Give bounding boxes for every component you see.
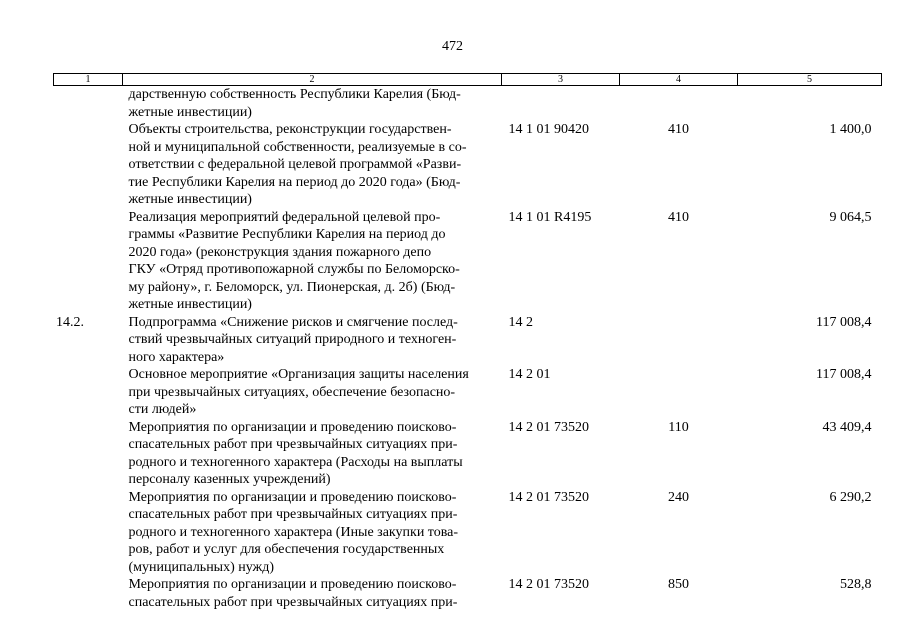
- budget-table: [53, 73, 882, 611]
- target-article-code: 14 2 01: [508, 367, 551, 382]
- table-row: [54, 489, 882, 577]
- expense-type-code: 410: [668, 209, 689, 225]
- table-row: [54, 86, 882, 122]
- description-line: ствий чрезвычайных ситуаций природного и техноген-: [128, 332, 457, 347]
- table-row: [54, 419, 882, 489]
- row-description: [123, 314, 502, 367]
- target-article-code: 14 2 01 73520: [508, 577, 589, 592]
- target-article-code: 14 2: [508, 314, 533, 330]
- expense-type-code: 240: [668, 489, 689, 505]
- description-line: Мероприятия по организации и проведению поисково-: [128, 489, 457, 505]
- row-number: [54, 121, 123, 209]
- amount-value: 6 290,2: [829, 489, 872, 505]
- description-line: тие Республики Карелия на период до 2020 года» (Бюд-: [128, 174, 461, 190]
- row-number: [54, 489, 123, 577]
- description-line: Подпрограмма «Снижение рисков и смягчение послед-: [128, 314, 458, 330]
- amount-value: 43 409,4: [822, 419, 872, 435]
- target-article-code: 14 2 01 73520: [508, 419, 589, 435]
- description-line: (муниципальных) нужд): [128, 559, 275, 575]
- row-number: [54, 419, 123, 489]
- amount-value: 117 008,4: [816, 314, 872, 330]
- table-row: [54, 366, 882, 419]
- row-number: [54, 86, 123, 122]
- description-line: сти людей»: [128, 402, 197, 417]
- description-line: жетные инвестиции): [128, 297, 252, 312]
- column-number-header: [54, 74, 882, 86]
- description-line: ров, работ и услуг для обеспечения государственных: [128, 542, 445, 557]
- amount-value: 117 008,4: [816, 367, 872, 382]
- page-number: 472: [442, 39, 463, 54]
- description-line: дарственную собственность Республики Карелия (Бюд-: [128, 87, 461, 102]
- row-description: [123, 366, 502, 419]
- row-description: [123, 209, 502, 314]
- column-header-5: 5: [738, 74, 882, 86]
- expense-type-code: 410: [668, 122, 689, 137]
- column-header-1: 1: [54, 74, 123, 86]
- target-article-code: 14 1 01 90420: [508, 122, 589, 137]
- description-line: Мероприятия по организации и проведению поисково-: [128, 419, 457, 435]
- table-row: [54, 121, 882, 209]
- description-line: Реализация мероприятий федеральной целевой про-: [128, 209, 441, 225]
- target-article-code: 14 1 01 R4195: [508, 209, 592, 225]
- description-line: жетные инвестиции): [128, 192, 252, 207]
- column-header-3: 3: [502, 74, 620, 86]
- description-line: ответствии с федеральной целевой программой «Разви-: [128, 157, 462, 172]
- amount-value: 528,8: [840, 577, 872, 592]
- expense-type-code: 850: [668, 577, 689, 592]
- table-row: [54, 209, 882, 314]
- description-line: му району», г. Беломорск, ул. Пионерская, д. 2б) (Бюд-: [128, 279, 456, 295]
- table-row: [54, 576, 882, 611]
- description-line: жетные инвестиции): [128, 104, 252, 120]
- description-line: при чрезвычайных ситуациях, обеспечение безопасно-: [128, 384, 456, 400]
- expense-type-code: [620, 366, 738, 419]
- expense-type-code: [620, 86, 738, 122]
- amount-value: 1 400,0: [829, 122, 872, 137]
- description-line: ГКУ «Отряд противопожарной службы по Беломорско-: [128, 262, 460, 277]
- row-number: [54, 366, 123, 419]
- table-body: [54, 86, 882, 612]
- description-line: граммы «Развитие Республики Карелия на период до: [128, 227, 446, 242]
- row-description: [123, 489, 502, 577]
- row-description: [123, 121, 502, 209]
- description-line: родного и техногенного характера (Иные закупки това-: [128, 524, 459, 540]
- row-number: [54, 209, 123, 314]
- column-header-4: 4: [620, 74, 738, 86]
- row-number: [54, 576, 123, 611]
- description-line: Объекты строительства, реконструкции государствен-: [128, 122, 452, 137]
- description-line: спасательных работ при чрезвычайных ситуациях при-: [128, 594, 458, 610]
- description-line: ного характера»: [128, 349, 225, 365]
- description-line: спасательных работ при чрезвычайных ситуациях при-: [128, 507, 458, 522]
- row-number: 14.2.: [56, 314, 84, 330]
- description-line: ной и муниципальной собственности, реализуемые в со-: [128, 139, 467, 155]
- expense-type-code: [620, 314, 738, 367]
- table-row: [54, 314, 882, 367]
- row-description: [123, 419, 502, 489]
- target-article-code: [502, 86, 620, 122]
- amount-value: 9 064,5: [829, 209, 872, 225]
- description-line: спасательных работ при чрезвычайных ситуациях при-: [128, 437, 458, 452]
- row-description: [123, 576, 502, 611]
- description-line: 2020 года» (реконструкция здания пожарного депо: [128, 244, 432, 260]
- description-line: персоналу казенных учреждений): [128, 472, 331, 487]
- row-description: [123, 86, 502, 122]
- expense-type-code: 110: [668, 419, 689, 435]
- column-header-2: 2: [123, 74, 502, 86]
- description-line: Мероприятия по организации и проведению поисково-: [128, 577, 457, 592]
- description-line: родного и техногенного характера (Расходы на выплаты: [128, 454, 463, 470]
- amount-value: [738, 86, 882, 122]
- target-article-code: 14 2 01 73520: [508, 489, 589, 505]
- description-line: Основное мероприятие «Организация защиты населения: [128, 367, 469, 382]
